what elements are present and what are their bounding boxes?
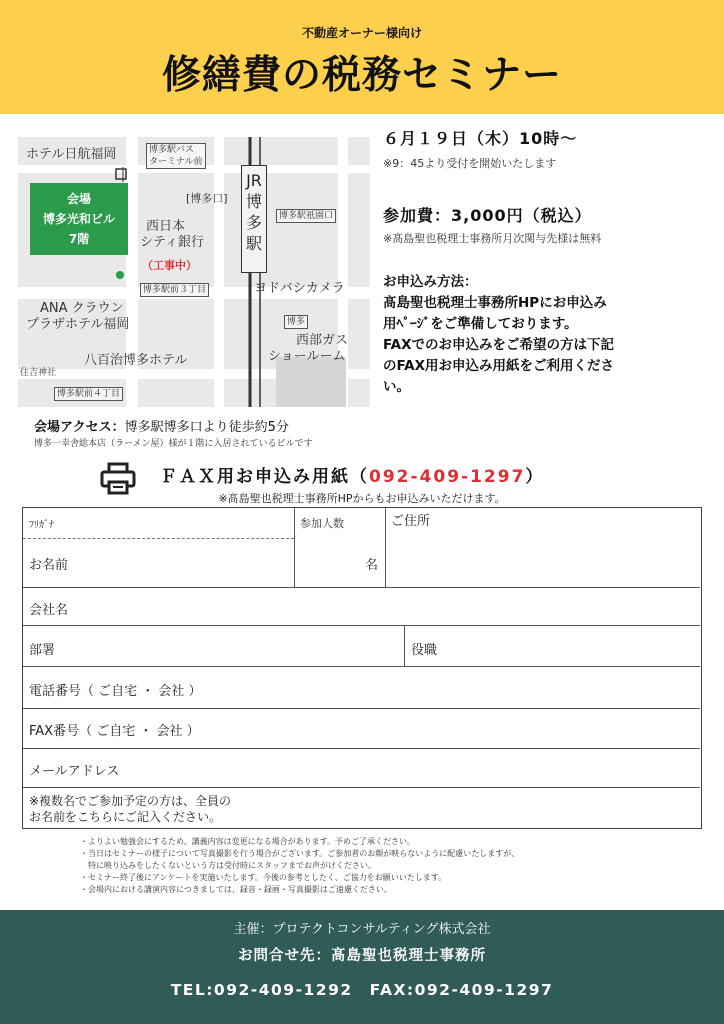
venue-callout	[30, 183, 128, 255]
venue-callout-line-3: 7階	[68, 232, 90, 246]
field-address-label: ご住所	[391, 514, 431, 529]
venue-access-text: 博多駅博多口より徒歩約5分	[124, 420, 289, 435]
apply-method-line-3: FAXでのお申込みをご希望の方は下記	[383, 337, 615, 353]
event-date: ６月１９日（木）10時〜	[383, 129, 578, 148]
map-label-ana-1: ANA クラウン	[40, 301, 124, 316]
row-divider-4	[23, 708, 700, 709]
field-email-label: メールアドレス	[29, 764, 120, 779]
map-jr-station: JR博多駅	[241, 165, 267, 273]
map-label-hotel-nikko: ホテル日航福岡	[26, 147, 117, 162]
map-label-yodobashi: ヨドバシカメラ	[254, 281, 345, 296]
event-date-note: ※9：45より受付を開始いたします	[383, 157, 557, 170]
note-item: 特に映り込みをしたくないという方は受付時にスタッフまでお声がけください。	[80, 861, 376, 870]
apply-method-line-2: 用ﾍﾟｰｼﾞをご準備しております。	[383, 316, 578, 332]
venue-map	[18, 137, 370, 407]
field-phone-label: 電話番号（ ご自宅 ・ 会社 ）	[29, 684, 202, 699]
notes-list	[80, 836, 519, 896]
footer	[0, 910, 724, 1024]
venue-callout-line-2: 博多光和ビル	[42, 212, 115, 226]
field-position-label: 役職	[411, 643, 438, 658]
venue-access-label: 会場アクセス：	[34, 420, 125, 435]
col-divider-address	[385, 508, 386, 587]
apply-method-line-5: い。	[383, 379, 410, 395]
header-subtitle: 不動産オーナー様向け	[301, 26, 422, 40]
venue-pin-icon	[116, 271, 124, 279]
venue-access-note: 博多一幸舎総本店（ラーメン屋）様が１階に入居されているビルです	[34, 439, 313, 449]
note-item: ・よりよい勉強会にするため、講義内容は変更になる場合があります。予めご了承ください。	[80, 837, 416, 846]
footer-host: 主催：プロテクトコンサルティング株式会社	[233, 922, 491, 937]
map-label-nishinihon-2: シティ銀行	[140, 235, 204, 250]
page-title: 修繕費の税務セミナー	[161, 53, 562, 98]
event-fee-note: ※髙島聖也税理士事務所月次関与先様は無料	[383, 232, 602, 245]
fax-form-title	[160, 462, 544, 487]
map-label-ana-2: プラザホテル福岡	[26, 317, 130, 332]
col-divider-participants	[294, 508, 295, 587]
furigana-divider	[23, 538, 294, 539]
note-item: ・会場内における講演内容につきましては、録音・録画・写真撮影はご遠慮ください。	[80, 885, 392, 894]
apply-method-line-1: 髙島聖也税理士事務所HPにお申込み	[383, 295, 607, 311]
row-divider-1	[23, 587, 700, 588]
map-label-bus-terminal-2: ターミナル前	[149, 157, 203, 167]
field-furigana-label: ﾌﾘｶﾞﾅ	[29, 520, 54, 531]
row-divider-2	[23, 625, 700, 626]
field-name-label: お名前	[29, 558, 69, 573]
fax-form-subtitle: ※髙島聖也税理士事務所HPからもお申込みいただけます。	[218, 492, 506, 505]
fax-form-number: 092-409-1297	[369, 467, 526, 487]
map-label-construction: （工事中）	[142, 259, 197, 272]
map-label-chome3: 博多駅前３丁目	[140, 283, 209, 297]
footer-contact: お問合せ先：髙島聖也税理士事務所	[238, 948, 486, 964]
venue-access	[34, 416, 289, 435]
map-label-bus-terminal-1: 博多駅バス	[149, 145, 195, 155]
row-divider-5	[23, 748, 700, 749]
note-item: ・セミナー終了後にアンケートを実施いたします。今後の参考としたく、ご協力をお願いいたします。	[80, 873, 447, 882]
event-fee: 参加費：3,000円（税込）	[383, 206, 592, 225]
field-fax-label: FAX番号（ ご自宅 ・ 会社 ）	[29, 724, 200, 739]
col-divider-position	[404, 625, 405, 666]
field-participants-unit: 名	[365, 558, 379, 573]
map-label-chome4: 博多駅前４丁目	[54, 387, 123, 401]
venue-callout-line-1: 会場	[66, 192, 91, 206]
map-label-nishinihon-1: 西日本	[146, 219, 186, 234]
row-divider-3	[23, 666, 700, 667]
field-multi-note-1: ※複数名でご参加予定の方は、全員の	[29, 794, 232, 808]
apply-method-line-4: のFAX用お申込み用紙をご利用くださ	[383, 358, 615, 374]
field-department-label: 部署	[29, 643, 56, 658]
apply-method-title: お申込み方法：	[383, 274, 478, 290]
note-item: ・当日はセミナーの様子について写真撮影を行う場合がございます。ご参加者のお顔が映らないように配慮いたしますが、	[80, 849, 520, 858]
header-banner	[0, 0, 724, 114]
row-divider-6	[23, 787, 700, 788]
application-form	[22, 507, 702, 829]
footer-tel-fax: TEL:092-409-1292 FAX:092-409-1297	[170, 981, 554, 999]
map-label-sumiyoshi: 住吉神社	[20, 368, 57, 378]
map-label-nishibu-1: 西部ガス	[296, 333, 349, 348]
field-company-label: 会社名	[29, 603, 69, 618]
fax-form-title-close: ）	[525, 467, 545, 487]
map-label-hakata-post: 博多	[284, 315, 308, 329]
field-participants-label: 参加人数	[300, 517, 344, 530]
map-label-nishibu-2: ショールーム	[268, 349, 346, 364]
field-multi-note-2: お名前をこちらにご記入ください。	[29, 810, 222, 824]
map-label-hakata-gion: 博多駅祇園口	[276, 209, 336, 223]
map-label-hachiko: 八百治博多ホテル	[84, 353, 188, 368]
map-label-bus-terminal	[146, 143, 206, 169]
fax-form-title-text: ＦＡＸ用お申込み用紙（	[160, 467, 369, 487]
map-label-hakata-mouth: [博多口]	[186, 192, 228, 205]
